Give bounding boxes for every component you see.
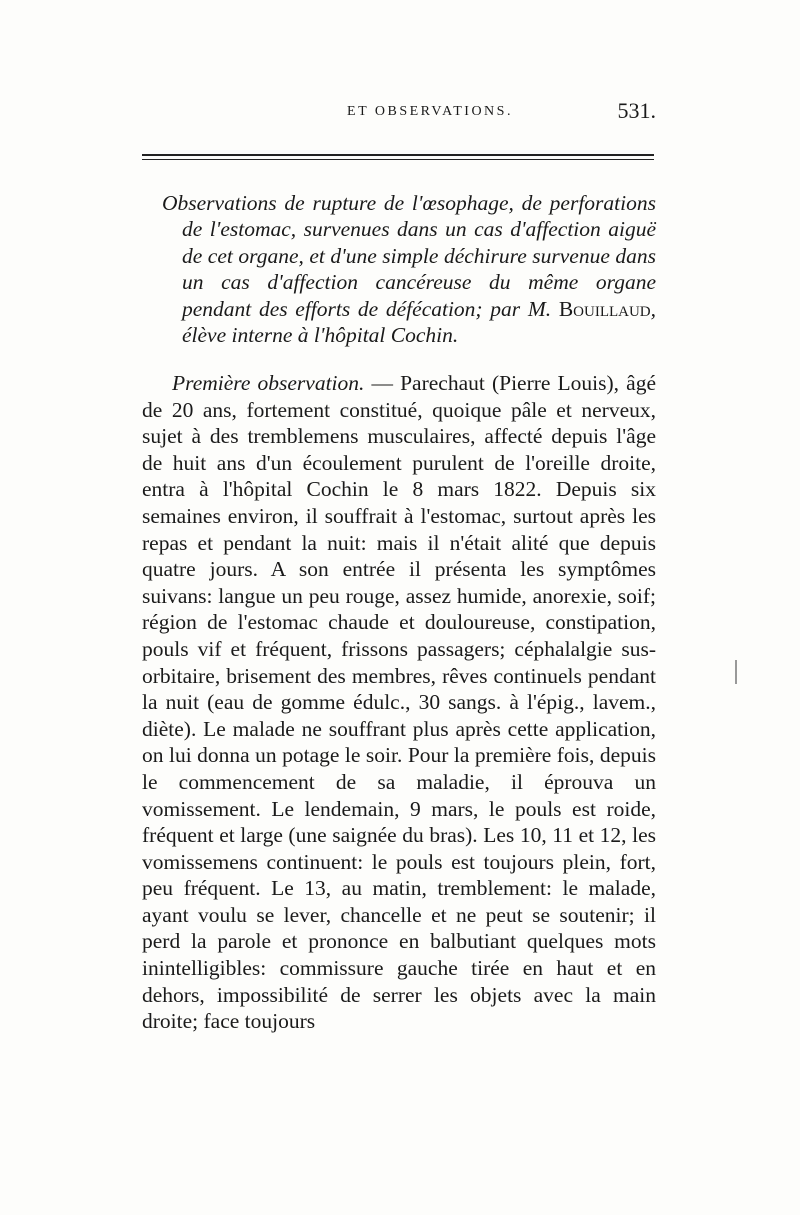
- section-heading: Première observation.: [172, 371, 365, 395]
- page-number: 531.: [617, 98, 656, 123]
- running-title: ET OBSERVATIONS.: [347, 104, 513, 119]
- article-title-text: Observations de rupture de l'œsophage, de perforations de l'estomac, survenues dans un cas d'affection aiguë de cet organe, et d'une simple déchirure survenue dans un cas d'affection cancéreuse du même organe pendant des efforts de défécation; par M.: [162, 191, 656, 321]
- header-rule-thin: [142, 159, 654, 160]
- header-rule-thick: [142, 154, 654, 156]
- article-body: [142, 370, 656, 1035]
- running-head: [200, 98, 660, 126]
- margin-mark: [735, 660, 737, 684]
- article-title: [162, 190, 656, 348]
- article-author: Bouillaud: [558, 296, 651, 321]
- body-paragraph: — Parechaut (Pierre Louis), âgé de 20 ans, fortement constitué, quoique pâle et nerveux, sujet à des tremblemens musculaires, affecté depuis l'âge de huit ans d'un écoulement purulent de l'oreille droite, entra à l'hôpital Cochin le 8 mars 1822. Depuis six semaines environ, il souffrait à l'estomac, surtout après les repas et pendant la nuit: mais il n'était alité que depuis quatre jours. A son entrée il présenta les symptômes suivans: langue un peu rouge, assez humide, anorexie, soif; région de l'estomac chaude et douloureuse, constipation, pouls vif et fréquent, frissons passagers; céphalalgie sus-orbitaire, brisement des membres, rêves continuels pendant la nuit (eau de gomme édulc., 30 sangs. à l'épig., lavem., diète). Le malade ne souffrant plus après cette application, on lui donna un potage le soir. Pour la première fois, depuis le commencement de sa maladie, il éprouva un vomissement. Le lendemain, 9 mars, le pouls est roide, fréquent et large (une saignée du bras). Les 10, 11 et 12, les vomissemens continuent: le pouls est toujours plein, fort, peu fréquent. Le 13, au matin, tremblement: le malade, ayant voulu se lever, chancelle et ne peut se soutenir; il perd la parole et prononce en balbutiant quelques mots inintelligibles: commissure gauche tirée en haut et en dehors, impossibilité de serrer les objets avec la main droite; face toujours: [142, 371, 656, 1034]
- article-affiliation: , élève interne à l'hôpital Cochin.: [182, 296, 657, 348]
